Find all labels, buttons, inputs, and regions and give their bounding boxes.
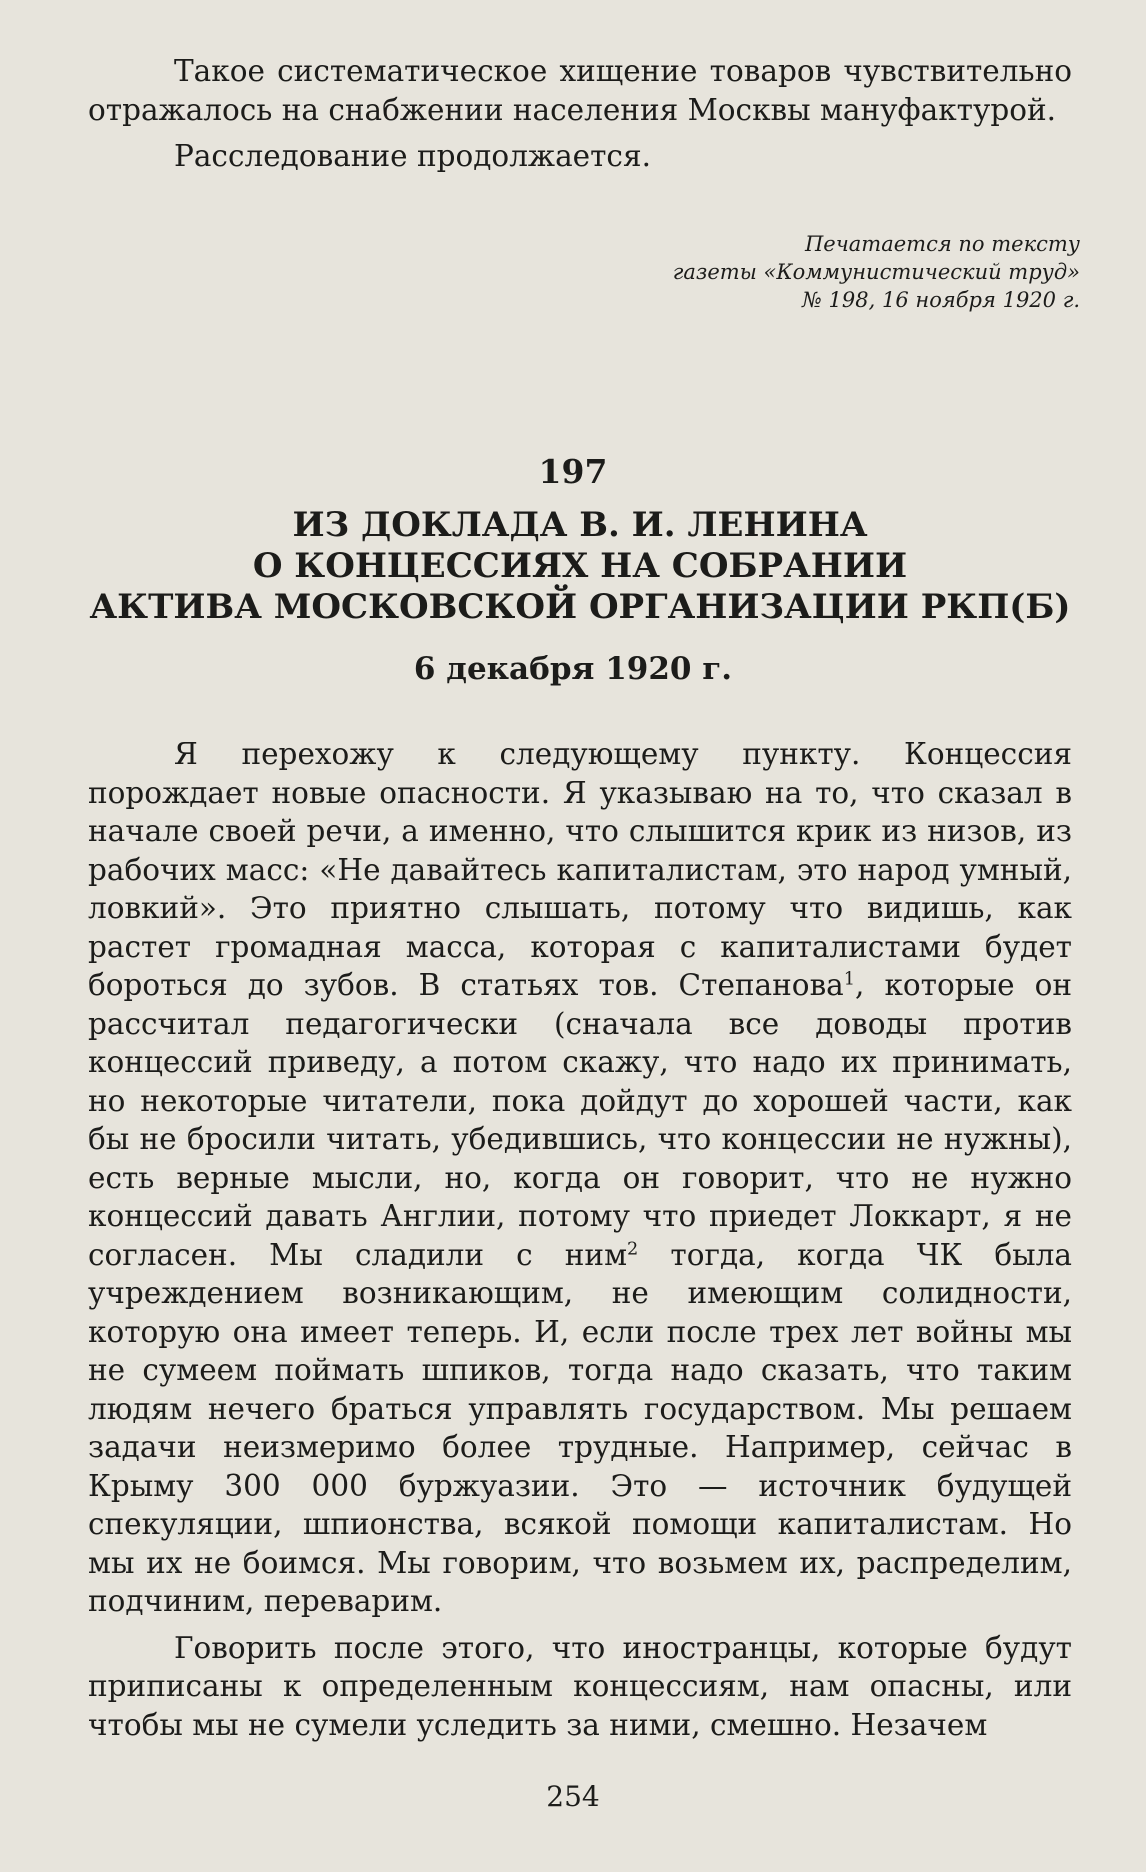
document-date: 6 декабря 1920 г. [413,651,733,687]
investigation-line: Расследование продолжается. [174,139,651,173]
heading-line-1: ИЗ ДОКЛАДА В. И. ЛЕНИНА [292,505,868,545]
footnote-marker-1: 1 [843,969,856,990]
heading-line-2: О КОНЦЕССИЯХ НА СОБРАНИИ [252,546,908,586]
body-paragraph-1 [88,735,1072,1621]
top-paragraph: Такое систематическое хищение товаров чувствительно отражалось на снабжении населения Москвы мануфактурой. [88,54,1072,127]
source-note [560,230,1080,314]
source-note-line-1: Печатается по тексту [804,232,1080,256]
page-number: 254 [546,1780,600,1813]
body-text-part-3: тогда, когда ЧК была учреждением возникающим, не имеющим солидности, которую она имеет теперь. И, если после трех лет войны мы не сумеем поймать шпиков, тогда надо сказать, что таким людям нечего браться управлять государством. Мы решаем задачи неизмеримо более трудные. Например, сейчас в Крыму 300 000 буржуазии. Это — источник будущей спекуляции, шпионства, всякой помощи капиталистам. Но мы их не боимся. Мы говорим, что возьмем их, распределим, подчиним, переварим. [88,1237,1072,1618]
body-text-part-1: Я перехожу к следующему пункту. Концессия порождает новые опасности. Я указываю на то, что сказал в начале своей речи, а именно, что слышится крик из низов, из рабочих масс: «Не давайтесь капиталистам, это народ умный, ловкий». Это приятно слышать, потому что видишь, как растет громадная масса, которая с капиталистами будет бороться до зубов. В статьях тов. Степанова [88,737,1072,1002]
main-text-block [88,735,1072,1744]
source-note-line-2: газеты «Коммунистический труд» [672,260,1080,284]
heading-line-3: АКТИВА МОСКОВСКОЙ ОРГАНИЗАЦИИ РКП(Б) [89,587,1071,627]
footnote-marker-2: 2 [627,1238,639,1259]
body-paragraph-2: Говорить после этого, что иностранцы, которые будут приписаны к определенным концессиям, нам опасны, или чтобы мы не сумели уследить за ними, смешно. Незачем [88,1630,1072,1742]
top-text-block [88,52,1072,176]
source-note-line-3: № 198, 16 ноября 1920 г. [801,288,1080,312]
document-heading [88,505,1072,628]
document-number: 197 [538,452,608,491]
body-text-part-2: , которые он рассчитал педагогически (сначала все доводы против концессий приведу, а потом скажу, что надо их принимать, но некоторые читатели, пока дойдут до хорошей части, как бы не бросили читать, убедившись, что концессии не нужны), есть верные мысли, но, когда он говорит, что не нужно концессий давать Англии, потому что приедет Локкарт, я не согласен. Мы сладили с ним [88,968,1072,1272]
